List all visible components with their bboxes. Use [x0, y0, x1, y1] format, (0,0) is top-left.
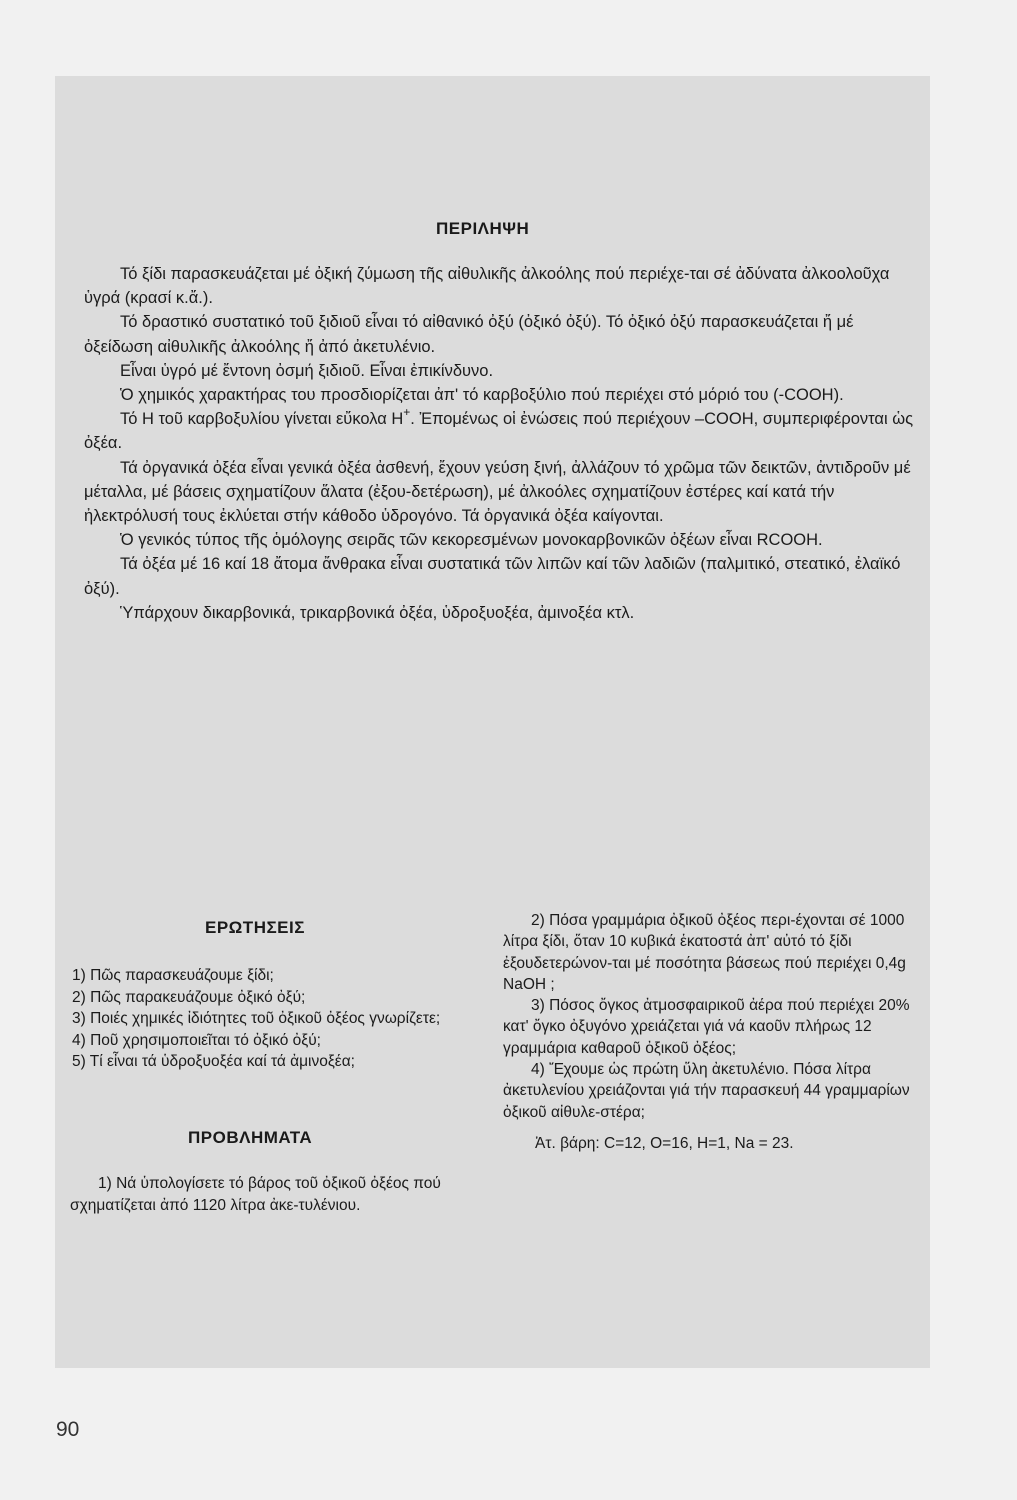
problems-left-column: [70, 1173, 470, 1216]
summary-paragraph-4: Ὁ χημικός χαρακτήρας του προσδιορίζεται ἀπ' τό καρβοξύλιο πού περιέχει στό μόριό του (-COOH).: [120, 386, 844, 405]
question-item: 4) Ποῦ χρησιμοποιεῖται τό ὀξικό ὀξύ;: [72, 1031, 321, 1049]
questions-list: [72, 965, 472, 1073]
problem-item-1: 1) Νά ὑπολογίσετε τό βάρος τοῦ ὀξικοῦ ὀξέος πού σχηματίζεται ἀπό 1120 λίτρα ἀκε-τυλένιου.: [70, 1175, 441, 1214]
hydrogen-superscript: +: [403, 405, 411, 420]
summary-paragraph-7: Τά ὀξέα μέ 16 καί 18 ἄτομα ἄνθρακα εἶναι συστατικά τῶν λιπῶν καί τῶν λαδιῶν (παλμιτικό, στεατικό, ἐλαϊκό ὀξύ).: [84, 555, 901, 598]
question-item: 2) Πῶς παρακευάζουμε ὀξικό ὀξύ;: [72, 988, 306, 1006]
question-item: 1) Πῶς παρασκευάζουμε ξίδι;: [72, 967, 274, 984]
page-number: 90: [56, 1418, 80, 1441]
summary-paragraph-1: Τό ξίδι παρασκευάζεται μέ ὀξική ζύμωση τῆς αἰθυλικῆς ἀλκοόλης πού περιέχε-ται σέ ἀδύνατα ἀλκοολοῦχα ὑγρά (κρασί κ.ἄ.).: [84, 265, 890, 308]
summary-text: [84, 262, 926, 625]
summary-paragraph-2: Τό δραστικό συστατικό τοῦ ξιδιοῦ εἶναι τό αἰθανικό ὀξύ (ὀξικό ὀξύ). Τό ὀξικό ὀξύ παρασκευάζεται ἤ μέ ὀξείδωση αἰθυλικῆς ἀλκοόλης ἤ ἀπό ἀκετυλένιο.: [84, 313, 854, 356]
hydrogen-text-before: Τό Η τοῦ καρβοξυλίου γίνεται εὔκολα Η: [120, 410, 404, 429]
summary-paragraph-hydrogen: [84, 407, 926, 455]
problems-heading: ΠΡΟΒΛΗΜΑΤΑ: [188, 1128, 313, 1147]
atomic-weights: Ἀτ. βάρη: C=12, O=16, H=1, Na = 23.: [535, 1134, 794, 1152]
question-item: 5) Τί εἶναι τά ὑδροξυοξέα καί τά ἀμινοξέα;: [72, 1053, 355, 1070]
summary-paragraph-8: Ὑπάρχουν δικαρβονικά, τρικαρβονικά ὀξέα, ὑδροξυοξέα, ἀμινοξέα κτλ.: [120, 603, 635, 622]
summary-paragraph-3: Εἶναι ὑγρό μέ ἔντονη ὀσμή ξιδιοῦ. Εἶναι ἐπικίνδυνο.: [120, 361, 494, 380]
problem-item-4: 4) Ἔχουμε ὡς πρώτη ὕλη ἀκετυλένιο. Πόσα λίτρα ἀκετυλενίου χρειάζονται γιά τήν παρασκευή 44 γραμμαρίων ὀξικοῦ αἰθυλε-στέρα;: [503, 1061, 910, 1121]
summary-paragraph-5: Τά ὀργανικά ὀξέα εἶναι γενικά ὀξέα ἀσθενή, ἔχουν γεύση ξινή, ἀλλάζουν τό χρῶμα τῶν δεικτῶν, ἀντιδροῦν μέ μέταλλα, μέ βάσεις σχηματίζουν ἅλατα (ἐξου-δετέρωση), μέ ἀλκοόλες σχηματίζουν ἐστέρες καί κατά τήν ἠλεκτρόλυσή τους ἐκλύεται στήν κάθοδο ὑδρογόνο. Τά ὀργανικά ὀξέα καίγονται.: [84, 458, 911, 526]
problems-right-column: [503, 910, 923, 1154]
summary-heading: ΠΕΡΙΛΗΨΗ: [436, 219, 530, 238]
questions-heading: ΕΡΩΤΗΣΕΙΣ: [205, 918, 305, 937]
summary-paragraph-6: Ὁ γενικός τύπος τῆς ὁμόλογης σειρᾶς τῶν κεκορεσμένων μονοκαρβονικῶν ὀξέων εἶναι RCOOH.: [120, 531, 823, 550]
question-item: 3) Ποιές χημικές ἰδιότητες τοῦ ὀξικοῦ ὀξέος γνωρίζετε;: [72, 1010, 441, 1027]
problem-item-2: 2) Πόσα γραμμάρια ὀξικοῦ ὀξέος περι-έχονται σέ 1000 λίτρα ξίδι, ὅταν 10 κυβικά ἑκατοστά ἀπ' αὐτό τό ξίδι ἐξουδετερώνον-ται μέ ποσότητα βάσεως πού περιέχει 0,4g NaOH ;: [503, 912, 906, 993]
hydrogen-text-after: . Ἐπομένως οἱ ἐνώσεις πού περιέχουν –COOH, συμπεριφέρονται ὡς ὀξέα.: [84, 410, 914, 453]
problem-item-3: 3) Πόσος ὄγκος ἀτμοσφαιρικοῦ ἀέρα πού περιέχει 20% κατ' ὄγκο ὀξυγόνο χρειάζεται γιά νά καοῦν πλήρως 12 γραμμάρια καθαροῦ ὀξικοῦ ὀξέος;: [503, 997, 910, 1057]
